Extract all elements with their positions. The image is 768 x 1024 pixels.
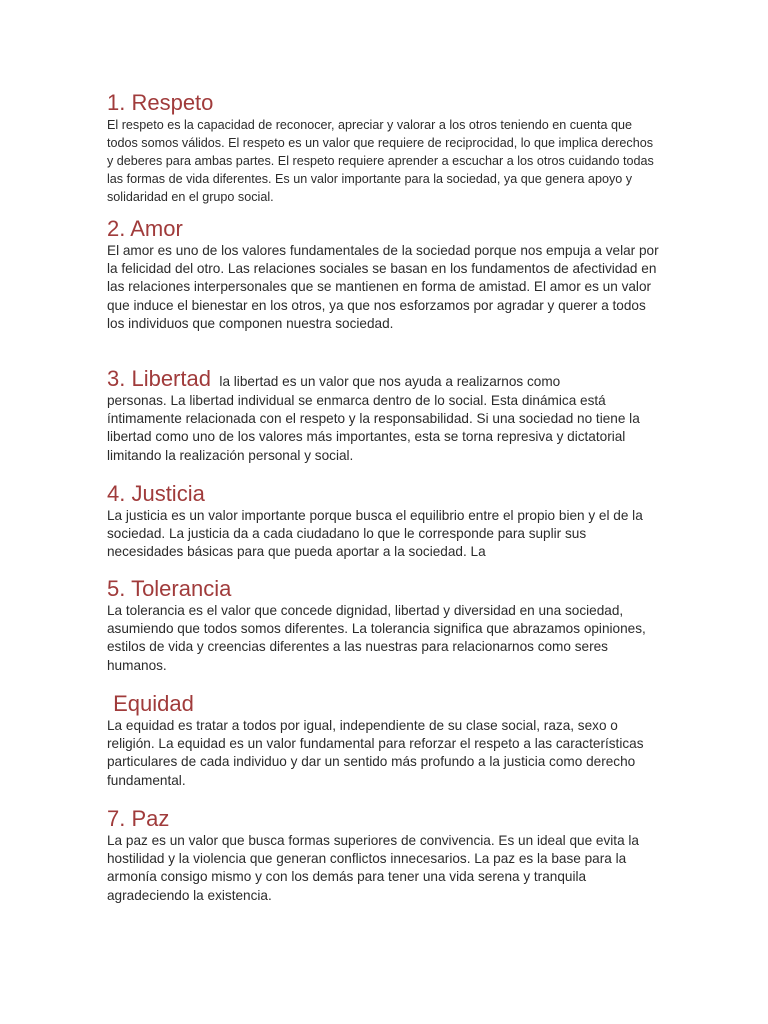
section-tolerancia: [107, 576, 647, 675]
section-heading-line: [107, 366, 662, 392]
section-text: El amor es uno de los valores fundamentales de la sociedad porque nos empuja a velar por la felicidad del otro. Las relaciones sociales se basan en los fundamentos de afectividad en las relaciones interpersonales que se mantienen en forma de amistad. El amor es un valor que induce el bienestar en los otros, ya que nos esforzamos por agradar y querer a todos los individuos que componen nuestra sociedad.: [107, 243, 659, 331]
section-justicia: [107, 481, 662, 562]
section-heading: Equidad: [107, 691, 194, 716]
section-heading: 7. Paz: [107, 806, 170, 831]
section-equidad: [107, 691, 664, 790]
section-heading: 4. Justicia: [107, 481, 205, 506]
section-lead-text: la libertad es un valor que nos ayuda a realizarnos como: [219, 374, 561, 389]
section-amor: [107, 216, 662, 333]
section-respeto: [107, 90, 662, 206]
section-text: La paz es un valor que busca formas superiores de convivencia. Es un ideal que evita la hostilidad y la violencia que generan conflictos innecesarios. La paz es la base para la armonía consigo mismo y con los demás para tener una vida serena y tranquila agradeciendo la existencia.: [107, 833, 639, 903]
section-heading: 5. Tolerancia: [107, 576, 232, 601]
section-text: La tolerancia es el valor que concede dignidad, libertad y diversidad en una sociedad, asumiendo que todos somos diferentes. La tolerancia significa que abrazamos opiniones, estilos de vida y creencias diferentes a las nuestras para relacionarnos como seres humanos.: [107, 603, 646, 673]
section-heading: 2. Amor: [107, 216, 183, 241]
section-paz: [107, 806, 652, 905]
section-heading: 3. Libertad: [107, 366, 211, 391]
section-heading: 1. Respeto: [107, 90, 214, 115]
section-text: El respeto es la capacidad de reconocer, apreciar y valorar a los otros teniendo en cuenta que todos somos válidos. El respeto es un valor que requiere de reciprocidad, lo que implica derechos y deberes para ambas partes. El respeto requiere aprender a escuchar a los otros cuidando todas las formas de vida diferentes. Es un valor importante para la sociedad, ya que genera apoyo y solidaridad en el grupo social.: [107, 118, 654, 204]
section-text: personas. La libertad individual se enmarca dentro de lo social. Esta dinámica está íntimamente relacionada con el respeto y la responsabilidad. Si una sociedad no tiene la libertad como uno de los valores más importantes, esta se torna represiva y dictatorial limitando la realización personal y social.: [107, 393, 640, 463]
section-text: La justicia es un valor importante porque busca el equilibrio entre el propio bien y el de la sociedad. La justicia da a cada ciudadano lo que le corresponde para suplir sus necesidades básicas para que pueda aportar a la sociedad. La: [107, 508, 643, 560]
section-libertad: [107, 366, 662, 465]
section-text: La equidad es tratar a todos por igual, independiente de su clase social, raza, sexo o religión. La equidad es un valor fundamental para reforzar el respeto a las características particulares de cada individuo y dar un sentido más profundo a la justicia como derecho fundamental.: [107, 718, 644, 788]
